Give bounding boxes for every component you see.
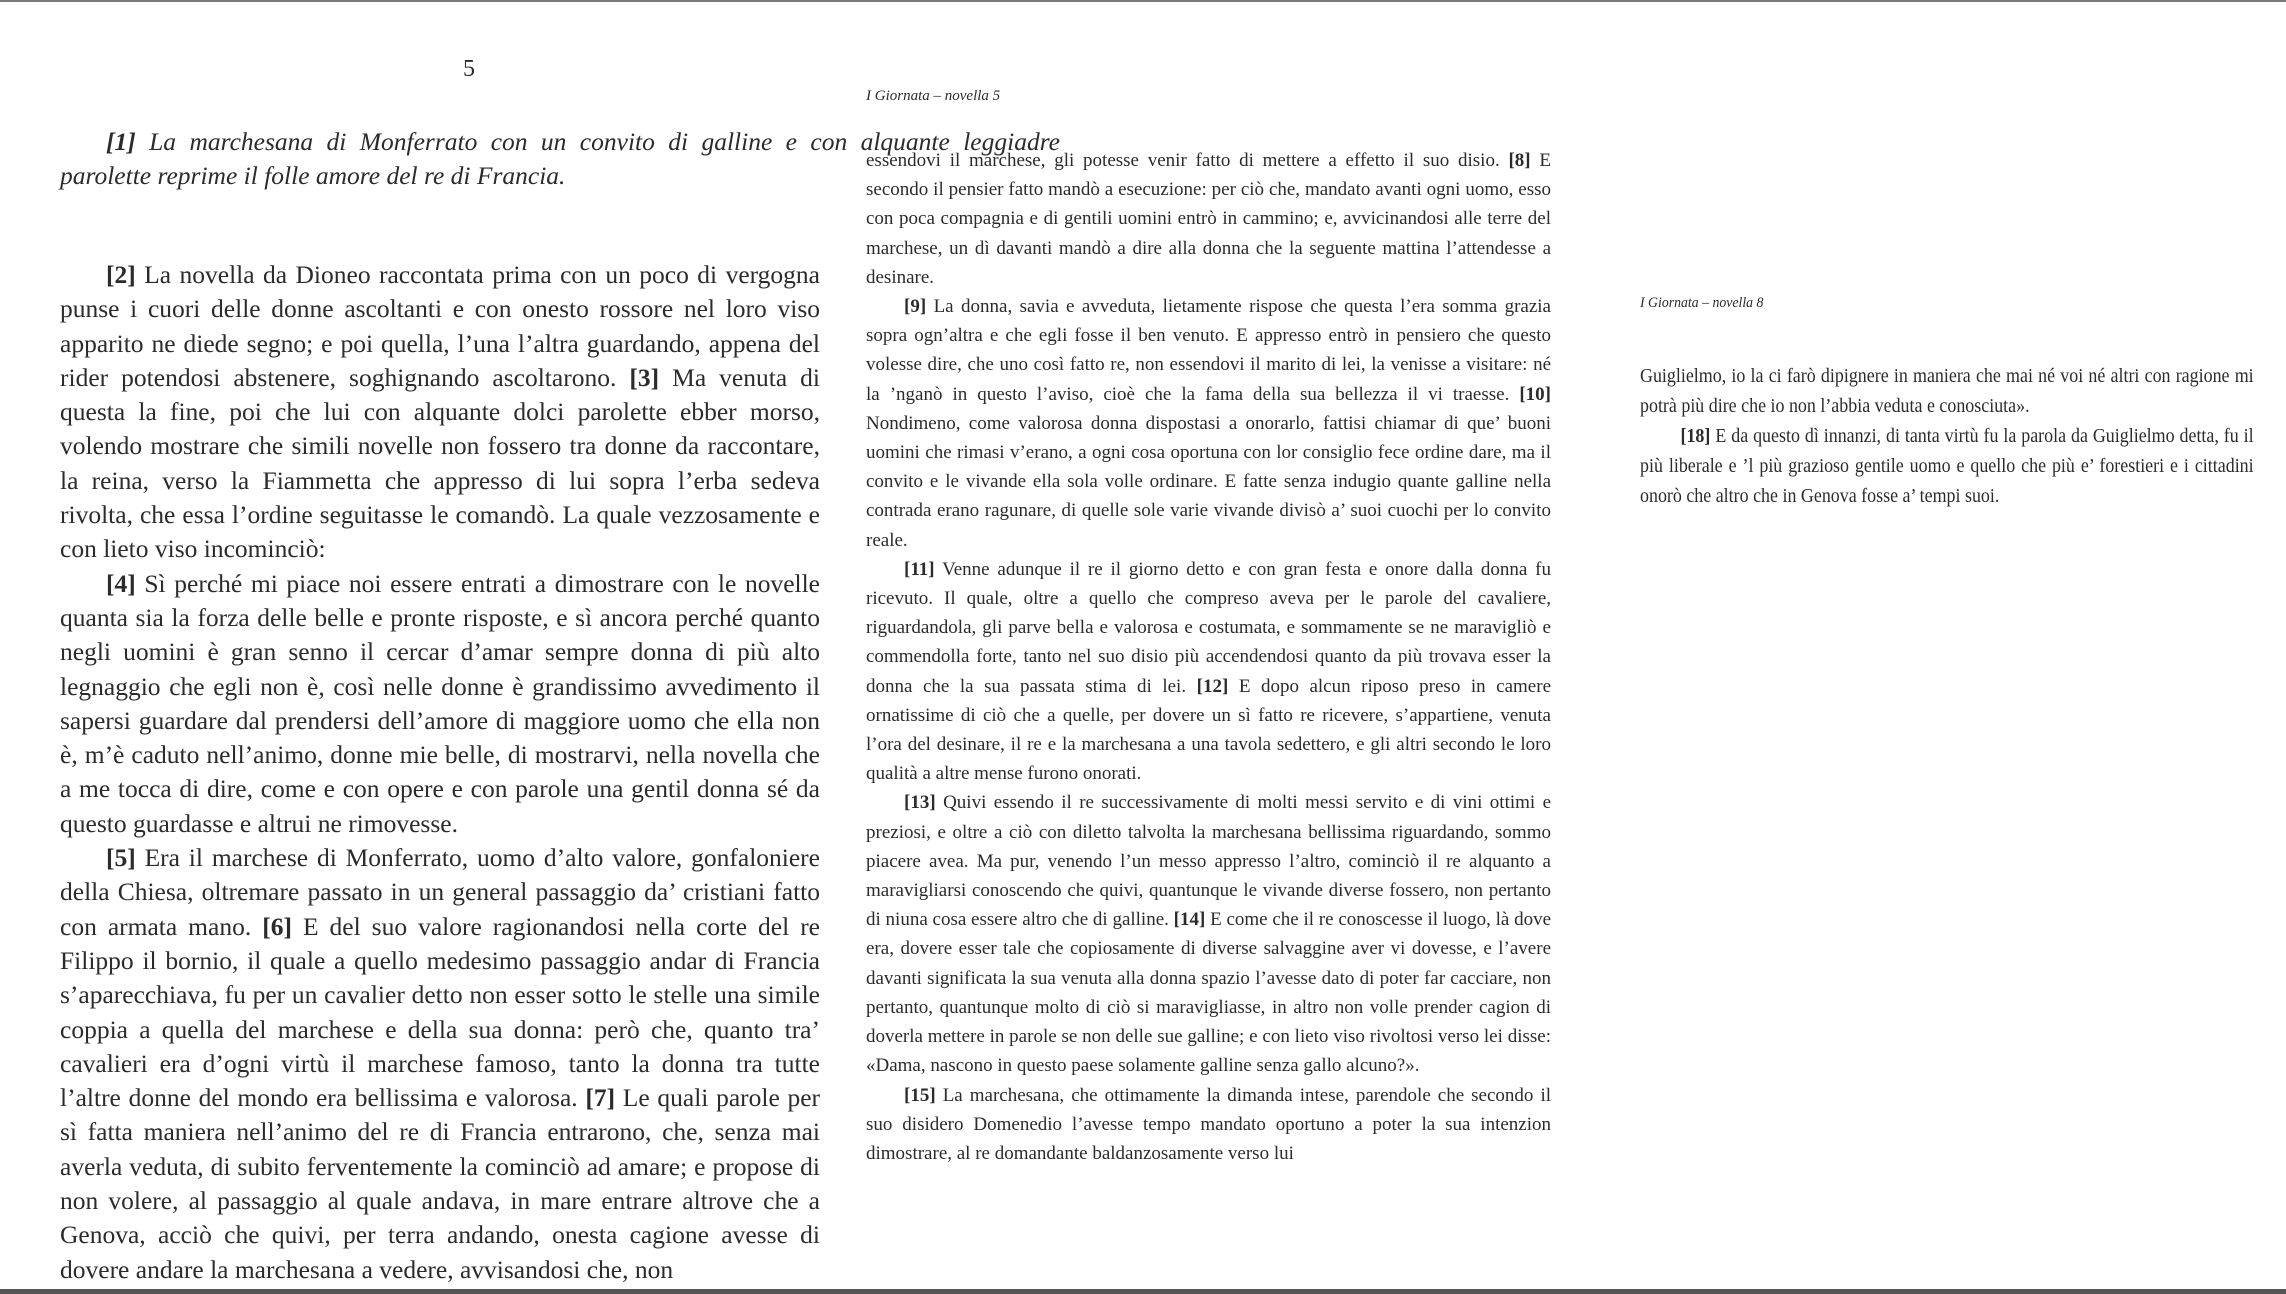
paragraph [60, 841, 820, 1287]
paragraph [1640, 422, 2254, 512]
paragraph-number: [14] [1173, 909, 1206, 931]
page-right [1640, 0, 2254, 1260]
paragraph-number: [1] [106, 127, 136, 156]
paragraph [866, 292, 1551, 555]
paragraph-number: [12] [1196, 675, 1229, 697]
bottom-border [0, 1289, 2286, 1294]
paragraph-text: Guiglielmo, io la ci farò dipignere in maniera che mai né voi né altri con ragione mi potrà più dire che io non l’abbia veduta e conosciuta». [1640, 366, 2254, 417]
page-number: 5 [463, 56, 475, 82]
paragraph [866, 1081, 1551, 1169]
page-middle-body [866, 146, 1551, 1168]
paragraph-number: [2] [106, 260, 136, 289]
paragraph-text: La novella da Dioneo raccontata prima con un poco di vergogna punse i cuori delle donne ascoltanti e con onesto rossore nel loro viso apparito ne diede segno; e poi quella, l’una l’altra guardando, appena del rider potendosi abstenere, soghignando ascoltarono. [60, 260, 820, 392]
running-header: I Giornata – novella 5 [866, 88, 1001, 104]
paragraph-number: [18] [1680, 426, 1711, 447]
paragraph-text: Sì perché mi piace noi essere entrati a dimostrare con le novelle quanta sia la forza delle belle e pronte risposte, e sì ancora perché quanto negli uomini è gran senno il cercar d’amar sempre donna di più alto legnaggio che egli non è, così nelle donne è grandissimo avvedimento il sapersi guardare dal prendersi dell’amore di maggiore uomo che ella non è, m’è caduto nell’animo, donne mie belle, di mostrarvi, nella novella che a me tocca di dire, come e con opere e con parole una gentil donna sé da questo guardasse e altrui ne rimovesse. [60, 568, 820, 838]
paragraph-text: E come che il re conoscesse il luogo, là dove era, dovere esser tale che copiosamente di diverse salvaggine aver vi dovesse, e l’avere davanti significata la sua venuta alla donna spazio l’avesse dato di poter far cacciare, non pertanto, quantunque molto di ciò si maravigliasse, in altro non volle prender cagion di doverla mettere in parole se non delle sue galline; e con lieto viso rivoltosi verso lei disse: «Dama, nascono in questo paese solamente galline senza gallo alcuno?». [866, 909, 1552, 1077]
paragraph [866, 555, 1551, 789]
paragraph-number: [3] [629, 362, 660, 392]
paragraph-text: Nondimeno, come valorosa donna dispostasi a onorarlo, fattisi chiamar di que’ buoni uomini che rimasi v’erano, a ogni cosa oportuna con lor consiglio fece ordine dare, ma il convito e le vivande ella sola volle ordinare. E fatte senza indugio quante galline nella contrada erano ragunare, di quelle sole varie vivande divisò a’ suoi cuochi per lo convito reale. [866, 412, 1551, 551]
paragraph [866, 146, 1551, 292]
paragraph-text: E da questo dì innanzi, di tanta virtù fu la parola da Guiglielmo detta, fu il più liberale e ’l più grazioso gentile uomo e quello che più e’ forestieri e i cittadini onorò che altro che in Genova fosse a’ tempi suoi. [1640, 426, 2254, 507]
page-right-body [1640, 362, 2254, 512]
paragraph-text: Venne adunque il re il giorno detto e con gran festa e onore dalla donna fu ricevuto. Il quale, oltre a quello che compreso aveva per le parole del cavaliere, riguardandola, gli parve bella e valorosa e costumata, e sommamente se ne maravigliò e commendolla forte, tanto nel suo disio più accendendosi quanto da più trovava esser la donna che la sua passata stima di lei. [866, 558, 1551, 697]
paragraph-number: [4] [106, 568, 136, 598]
paragraph-text: Le quali parole per sì fatta maniera nell’animo del re di Francia entrarono, che, senza mai averla veduta, di subito ferventemente la cominciò ad amare; e propose di non volere, al passaggio al quale andava, in mare entrare altrove che a Genova, acciò che quivi, per terra andando, onesta cagione avesse di dovere andare la marchesana a vedere, avvisandosi che, non [60, 1083, 821, 1284]
paragraph-number: [8] [1508, 150, 1531, 171]
paragraph [1640, 362, 2254, 422]
paragraph-number: [13] [904, 792, 936, 814]
paragraph-number: [5] [106, 843, 136, 873]
novella-title-text: La marchesana di Monferrato con un convito di galline e con alquante leggiadre parolette reprime il folle amore del re di Francia. [60, 127, 1061, 191]
paragraph-number: [10] [1519, 383, 1551, 405]
paragraph-text: E dopo alcun riposo preso in camere ornatissime di ciò che a quelle, per dovere un sì fatto re ricevere, s’appartiene, venuta l’ora del desinare, il re e la marchesana a una tavola sedettero, e gli altri secondo le loro qualità a altre mense furono onorati. [866, 675, 1552, 785]
paragraph-text: essendovi il marchese, gli potesse venir fatto di mettere a effetto il suo disio. [866, 150, 1500, 171]
paragraph-number: [15] [904, 1084, 936, 1106]
paragraph-text: E del suo valore ragionandosi nella corte del re Filippo il bornio, il quale a quello medesimo passaggio andar di Francia s’aparecchiava, fu per un cavalier detto non esser sotto le stelle una simile coppia a quella del marchese e della sua donna: però che, quanto tra’ cavalieri era d’ogni virtù il marchese famoso, tanto la donna tra tutte l’altre donne del mondo era bellissima e valorosa. [60, 911, 820, 1113]
paragraph [60, 567, 820, 841]
paragraph [60, 258, 820, 567]
paragraph-number: [6] [262, 911, 292, 941]
paragraph-text: E secondo il pensier fatto mandò a esecuzione: per ciò che, mandato avanti ogni uomo, esso con poca compagnia e di gentili uomini entrò in cammino; e, avvicinandosi alle terre del marchese, un dì davanti mandò a dire alla donna che la seguente mattina l’attendesse a desinare. [866, 150, 1552, 288]
paragraph-number: [11] [904, 558, 935, 580]
paragraph-text: Era il marchese di Monferrato, uomo d’alto valore, gonfaloniere della Chiesa, oltremare passato in un general passaggio da’ cristiani fatto con armata mano. [60, 843, 820, 941]
paragraph-text: La donna, savia e avveduta, lietamente rispose che questa l’era somma grazia sopra ogn’altra e che egli fosse il ben venuto. E appresso entrò in pensiero che questo volesse dire, che uno così fatto re, non essendovi il marito di lei, la venisse a visitare: né la ’nganò in questo l’aviso, cioè che la fama della sua bellezza il vi traesse. [866, 296, 1551, 405]
running-header: I Giornata – novella 8 [1640, 295, 1764, 311]
paragraph-number: [9] [904, 296, 927, 318]
paragraph-text: Ma venuta di questa la fine, poi che lui con alquante dolci parolette ebber morso, volendo mostrare che simili novelle non fossero tra donne da raccontare, la reina, verso la Fiammetta che appresso di lui sopra l’erba sedeva rivolta, che essa l’ordine seguitasse le comandò. La quale vezzosamente e con lieto viso incominciò: [60, 362, 821, 564]
paragraph-number: [7] [585, 1083, 616, 1113]
page-middle [866, 0, 1551, 1260]
paragraph [866, 788, 1551, 1080]
paragraph-text: Quivi essendo il re successivamente di molti messi servito e di vini ottimi e preziosi, e oltre a ciò con diletto talvolta la marchesana bellissima riguardando, sommo piacere avea. Ma pur, venendo l’un messo appresso l’altro, cominciò il re alquanto a maravigliarsi conoscendo che quivi, quantunque le vivande diverse fossero, non pertanto di niuna cosa essere altro che di galline. [866, 792, 1552, 931]
paragraph-text: La marchesana, che ottimamente la dimanda intese, parendole che secondo il suo disidero Domenedio l’avesse tempo mandato oportuno a poter la sua intenzion dimostrare, al re domandante baldanzosamente verso lui [866, 1084, 1552, 1164]
